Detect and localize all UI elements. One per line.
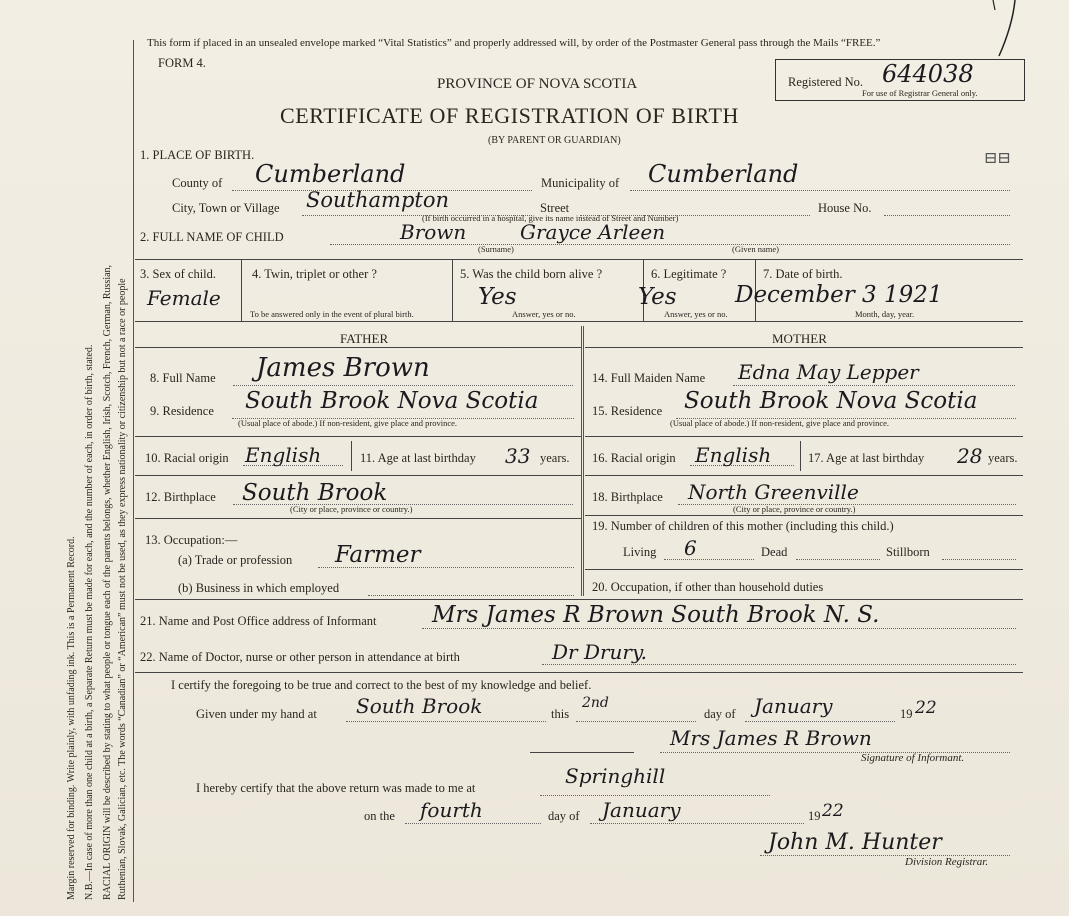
father-residence-label: 9. Residence bbox=[150, 404, 214, 418]
alive-label: 5. Was the child born alive ? bbox=[460, 267, 603, 281]
registered-number: 644038 bbox=[882, 60, 974, 88]
given-place-value: South Brook bbox=[356, 694, 483, 718]
dob-label: 7. Date of birth. bbox=[763, 267, 843, 281]
father-birthplace-value: South Brook bbox=[242, 480, 388, 506]
on-the-label: on the bbox=[364, 809, 395, 823]
alive-value: Yes bbox=[478, 284, 517, 310]
father-race-value: English bbox=[245, 443, 322, 467]
margin-note-racial-origin: RACIAL ORIGIN will be described by stating to what people or tongue each of the parents belongs, whether English, Irish, Scotch, French, German, Russian, bbox=[102, 264, 113, 900]
father-birthplace-label: 12. Birthplace bbox=[145, 490, 216, 504]
sex-label: 3. Sex of child. bbox=[140, 267, 217, 281]
county-value: Cumberland bbox=[255, 160, 406, 188]
registrar-year-prefix: 19 bbox=[808, 809, 821, 823]
registrar-statement: I hereby certify that the above return was made to me at bbox=[196, 781, 476, 795]
child-given-value: Grayce Arleen bbox=[520, 220, 666, 244]
dead-label: Dead bbox=[761, 545, 788, 559]
legitimate-note: Answer, yes or no. bbox=[664, 309, 728, 319]
father-name-label: 8. Full Name bbox=[150, 371, 216, 385]
mother-race-value: English bbox=[695, 443, 772, 467]
margin-note-binding: Margin reserved for binding. Write plainly, with unfading ink. This is a Permanent Record. bbox=[66, 536, 77, 900]
stillborn-label: Stillborn bbox=[886, 545, 930, 559]
mail-notice: This form if placed in an unsealed envelope marked “Vital Statistics” and properly addressed will, by order of the Postmaster General pass through the Mails “FREE.” bbox=[147, 37, 881, 49]
certify-year-prefix: 19 bbox=[900, 707, 913, 721]
mother-residence-note: (Usual place of abode.) If non-resident, give place and province. bbox=[670, 418, 890, 428]
mother-birthplace-value: North Greenville bbox=[688, 480, 859, 504]
mother-name-label: 14. Full Maiden Name bbox=[592, 371, 706, 385]
father-years-label: years. bbox=[540, 451, 570, 465]
alive-note: Answer, yes or no. bbox=[512, 309, 576, 319]
dob-note: Month, day, year. bbox=[855, 309, 915, 319]
registrar-month-value: January bbox=[602, 798, 681, 822]
informant-label: 21. Name and Post Office address of Informant bbox=[140, 614, 377, 628]
mother-birthplace-note: (City or place, province or country.) bbox=[733, 504, 856, 514]
given-under-label: Given under my hand at bbox=[196, 707, 317, 721]
registrar-day-of-label: day of bbox=[548, 809, 580, 823]
mother-heading: MOTHER bbox=[772, 331, 827, 346]
child-name-label: 2. FULL NAME OF CHILD bbox=[140, 230, 284, 244]
mother-residence-value: South Brook Nova Scotia bbox=[684, 388, 978, 414]
city-value: Southampton bbox=[306, 188, 450, 212]
father-race-label: 10. Racial origin bbox=[145, 451, 229, 465]
certify-year-value: 22 bbox=[915, 698, 937, 718]
mother-race-label: 16. Racial origin bbox=[592, 451, 676, 465]
street-label: Street bbox=[540, 201, 570, 215]
informant-signature-caption: Signature of Informant. bbox=[861, 752, 965, 764]
father-age-label: 11. Age at last birthday bbox=[360, 451, 476, 465]
business-label: (b) Business in which employed bbox=[178, 581, 340, 595]
mother-age-label: 17. Age at last birthday bbox=[808, 451, 925, 465]
father-occupation-label: 13. Occupation:— bbox=[145, 533, 238, 547]
municipality-label: Municipality of bbox=[541, 176, 620, 190]
certify-day-of-label: day of bbox=[704, 707, 736, 721]
living-label: Living bbox=[623, 545, 657, 559]
surname-caption: (Surname) bbox=[478, 244, 514, 254]
legitimate-label: 6. Legitimate ? bbox=[651, 267, 727, 281]
living-value: 6 bbox=[684, 536, 697, 560]
father-heading: FATHER bbox=[340, 331, 389, 346]
father-name-value: James Brown bbox=[256, 353, 430, 383]
province-title: PROVINCE OF NOVA SCOTIA bbox=[437, 76, 638, 92]
certify-day-value: 2nd bbox=[582, 695, 609, 711]
children-count-label: 19. Number of children of this mother (including this child.) bbox=[592, 519, 894, 533]
twin-label: 4. Twin, triplet or other ? bbox=[252, 267, 377, 281]
father-age-value: 33 bbox=[505, 444, 531, 468]
doctor-label: 22. Name of Doctor, nurse or other person in attendance at birth bbox=[140, 650, 460, 664]
page-subtitle: (BY PARENT OR GUARDIAN) bbox=[488, 135, 621, 146]
twin-note: To be answered only in the event of plural birth. bbox=[250, 309, 414, 319]
father-residence-note: (Usual place of abode.) If non-resident, give place and province. bbox=[238, 418, 458, 428]
mother-years-label: years. bbox=[988, 451, 1018, 465]
page-title: CERTIFICATE OF REGISTRATION OF BIRTH bbox=[280, 103, 739, 128]
registrar-signature: John M. Hunter bbox=[768, 830, 942, 855]
municipality-value: Cumberland bbox=[648, 160, 799, 188]
father-residence-value: South Brook Nova Scotia bbox=[245, 388, 539, 414]
place-of-birth-label: 1. PLACE OF BIRTH. bbox=[140, 148, 255, 162]
sex-value: Female bbox=[147, 286, 221, 310]
trade-value: Farmer bbox=[335, 542, 421, 568]
house-number-label: House No. bbox=[818, 201, 872, 215]
margin-note-plural-birth: N.B.—In case of more than one child at a birth, a Separate Return must be made for each, and the number of each, in order of birth, stated. bbox=[84, 344, 95, 900]
pen-stroke-mark bbox=[985, 0, 1025, 60]
mother-birthplace-label: 18. Birthplace bbox=[592, 490, 663, 504]
child-surname-value: Brown bbox=[400, 220, 467, 244]
informant-value: Mrs James R Brown South Brook N. S. bbox=[432, 602, 880, 628]
margin-note-racial-origin-cont: Ruthenian, Slovak, Galician, etc. The words “Canadian” or “American” must not be used, as they express nationality or citizenship but not a race or people bbox=[117, 278, 128, 900]
certify-month-value: January bbox=[754, 694, 833, 718]
registrar-day-value: fourth bbox=[420, 798, 483, 822]
corner-mark: ⊟⊟ bbox=[984, 150, 1011, 167]
mother-name-value: Edna May Lepper bbox=[738, 360, 919, 384]
father-birthplace-note: (City or place, province or country.) bbox=[290, 504, 413, 514]
legitimate-value: Yes bbox=[638, 284, 677, 310]
dob-value: December 3 1921 bbox=[735, 282, 943, 308]
county-label: County of bbox=[172, 176, 223, 190]
mother-occupation-label: 20. Occupation, if other than household duties bbox=[592, 580, 824, 594]
mother-residence-label: 15. Residence bbox=[592, 404, 663, 418]
registrar-note: For use of Registrar General only. bbox=[862, 88, 978, 98]
registrar-place-value: Springhill bbox=[565, 764, 666, 788]
registered-label: Registered No. bbox=[788, 75, 863, 89]
city-label: City, Town or Village bbox=[172, 201, 280, 215]
trade-label: (a) Trade or profession bbox=[178, 553, 293, 567]
registrar-year-value: 22 bbox=[822, 801, 844, 821]
doctor-value: Dr Drury. bbox=[552, 640, 647, 664]
informant-signature: Mrs James R Brown bbox=[670, 726, 872, 750]
certify-statement: I certify the foregoing to be true and correct to the best of my knowledge and belief. bbox=[171, 678, 592, 692]
mother-age-value: 28 bbox=[957, 444, 983, 468]
form-number: FORM 4. bbox=[158, 56, 206, 70]
hospital-note: (If birth occurred in a hospital, give its name instead of Street and Number) bbox=[422, 213, 679, 223]
given-name-caption: (Given name) bbox=[732, 244, 779, 254]
this-label: this bbox=[551, 707, 570, 721]
registrar-caption: Division Registrar. bbox=[905, 856, 989, 868]
